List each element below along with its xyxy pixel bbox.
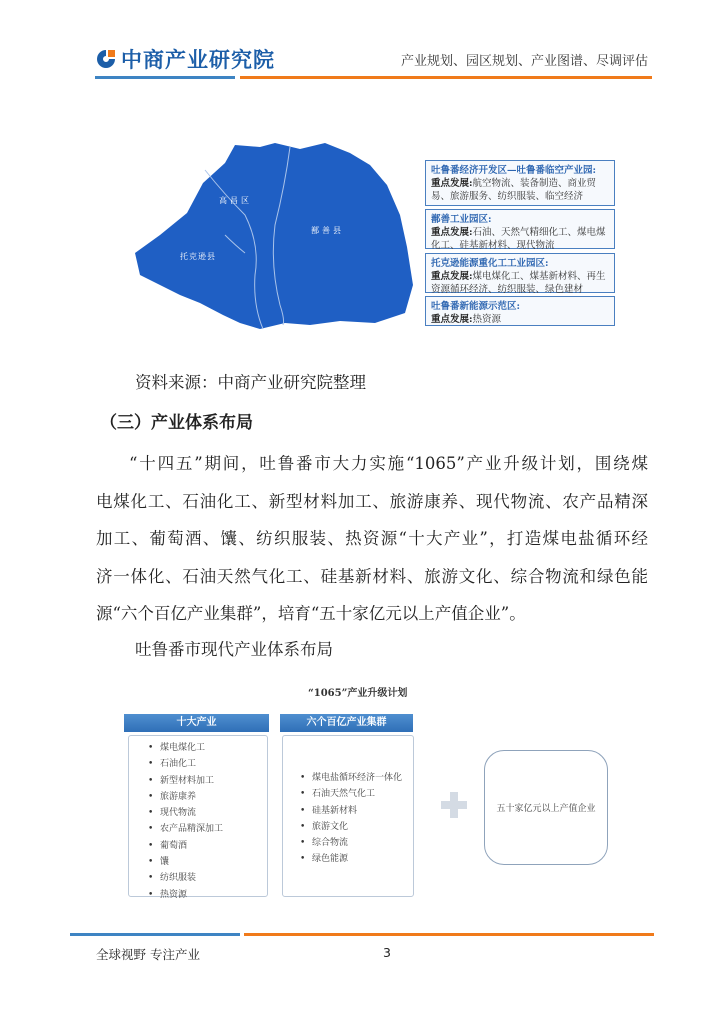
legend-title: 托克逊能源重化工工业园区: [431, 258, 549, 269]
paragraph-line: “十四五”期间，吐鲁番市大力实施“1065”产业升级计划，围绕煤 [129, 454, 648, 473]
paragraph-line: 源“六个百亿产业集群”，培育“五十家亿元以上产值企业”。 [96, 604, 526, 623]
legend-title: 吐鲁番新能源示范区: [431, 301, 521, 312]
legend-key: 重点发展: [431, 271, 473, 282]
plus-icon [441, 792, 467, 818]
list-item: • 热资源 [148, 887, 223, 903]
legend-title: 鄯善工业园区: [431, 214, 492, 225]
list-item: • 现代物流 [148, 805, 223, 821]
map-label-tuokexun: 托克逊县 [180, 252, 216, 261]
legend-key: 重点发展: [431, 178, 473, 189]
company-logo [95, 44, 275, 74]
page-number: 3 [383, 945, 391, 960]
list-item: • 石油化工 [148, 756, 223, 772]
paragraph-line: 济一体化、石油天然气化工、硅基新材料、旅游文化、综合物流和绿色能 [96, 566, 648, 586]
list-item: • 绿色能源 [300, 851, 402, 867]
ten-industries-list [148, 740, 223, 903]
body-paragraph [96, 445, 648, 633]
map-label-shanshan: 鄯善县 [311, 226, 344, 235]
diagram-title: “1065”产业升级计划 [308, 688, 408, 699]
paragraph-line: 电煤化工、石油化工、新型材料加工、旅游康养、现代物流、农产品精深 [96, 491, 648, 511]
footer-slogan: 全球视野 专注产业 [96, 947, 200, 962]
logo-text: 中商产业研究院 [121, 48, 275, 72]
legend-text: 航空物流、装备制造、商业贸易、旅游服务、纺织服装、临空经济 [431, 178, 597, 202]
source-note: 资料来源：中商产业研究院整理 [135, 373, 366, 392]
legend-item [425, 296, 615, 326]
legend-text: 石油、天然气精细化工、煤电煤化工、硅基新材料、现代物流 [431, 227, 606, 251]
list-item: • 煤电煤化工 [148, 740, 223, 756]
list-item: • 葡萄酒 [148, 838, 223, 854]
logo-mark-icon [95, 48, 117, 70]
fifty-enterprises-box [484, 750, 608, 865]
list-item: • 硅基新材料 [300, 803, 402, 819]
list-item: • 煤电盐循环经济一体化 [300, 770, 402, 786]
fifty-enterprises-label: 五十家亿元以上产值企业 [496, 804, 596, 814]
section-heading: （三）产业体系布局 [100, 413, 253, 433]
list-item: • 纺织服装 [148, 870, 223, 886]
legend-item [425, 253, 615, 293]
list-item: • 石油天然气化工 [300, 786, 402, 802]
footer-divider-blue [70, 933, 240, 936]
legend-text: 热资源 [472, 314, 502, 325]
header-divider-orange [240, 76, 652, 79]
legend-title: 吐鲁番经济开发区—吐鲁番临空产业园: [431, 165, 597, 176]
list-item: • 旅游文化 [300, 819, 402, 835]
six-clusters-list [300, 770, 402, 868]
header-tagline: 产业规划、园区规划、产业图谱、尽调评估 [400, 54, 648, 69]
ten-industries-header: 十大产业 [124, 714, 269, 732]
header-divider-blue [95, 76, 235, 79]
legend-item [425, 209, 615, 249]
list-item: • 旅游康养 [148, 789, 223, 805]
map-label-gaochang: 高昌区 [219, 196, 252, 205]
list-item: • 馕 [148, 854, 223, 870]
list-item: • 农产品精深加工 [148, 821, 223, 837]
six-clusters-header: 六个百亿产业集群 [280, 714, 413, 732]
paragraph-line: 加工、葡萄酒、馕、纺织服装、热资源“十大产业”，打造煤电盐循环经 [96, 529, 648, 548]
list-item: • 综合物流 [300, 835, 402, 851]
figure-caption: 吐鲁番市现代产业体系布局 [135, 640, 333, 659]
legend-key: 重点发展: [431, 314, 473, 325]
legend-text: 煤电煤化工、煤基新材料、再生资源循环经济、纺织服装、绿色建材 [431, 271, 606, 295]
legend-item [425, 160, 615, 206]
footer-divider-orange [244, 933, 654, 936]
turpan-map [125, 135, 415, 335]
list-item: • 新型材料加工 [148, 773, 223, 789]
legend-key: 重点发展: [431, 227, 473, 238]
